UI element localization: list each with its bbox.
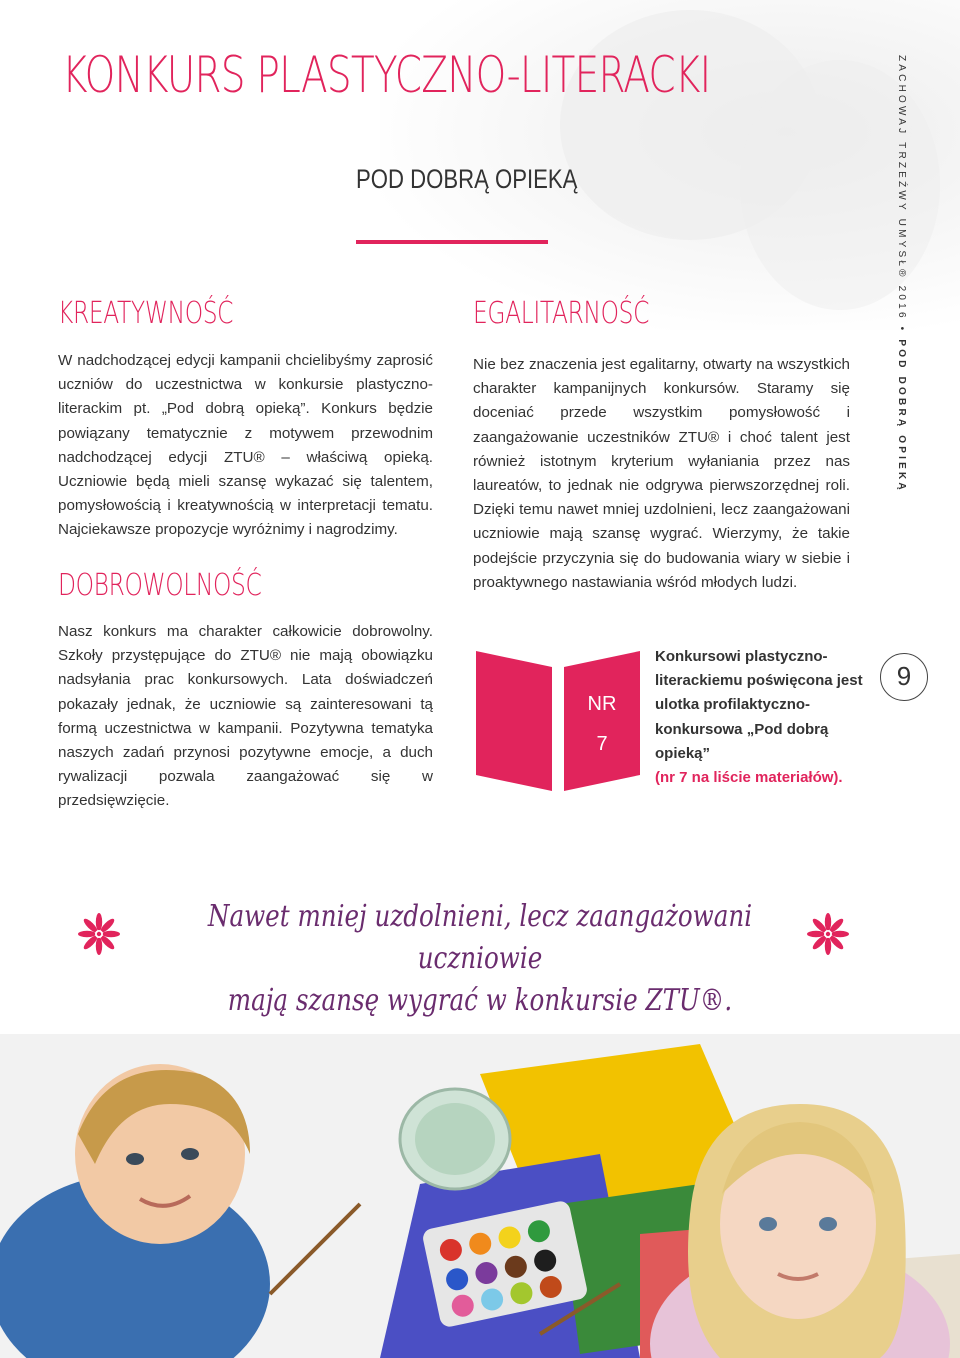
heading-egalitarnosc: EGALITARNOŚĆ [473,296,650,331]
side-caption-bold: POD DOBRĄ OPIEKĄ [896,339,907,493]
flower-ornament-icon [77,912,121,956]
children-painting-photo [0,1034,960,1358]
page-subtitle: POD DOBRĄ OPIEKĄ [356,164,578,194]
background-face-shape [740,60,940,310]
callout-highlight: (nr 7 na liście materiałów). [655,769,843,787]
subtitle-underline [356,240,548,244]
text-egalitarnosc: Nie bez znaczenia jest egalitarny, otwarty na wszystkich charakter kampanijnych konkursów. Staramy się doceniać przede wszystkim pomysłowość i zaangażowanie uczestników ZTU® i choć talent jest również istotnym kryterium wyłaniania przez nas laureatów, to jednak nie odgrywa pierwszorzędnej roli. Dzięki temu nawet mniej uzdolnieni, lecz zaangażowani uczniowie mają szansę wygrać. Wierzymy, że takie podejście przyczynia się do budowania wiary w siebie i proaktywnego nastawiania wśród młodych ludzi. [473,356,850,591]
text-dobrowolnosc: Nasz konkurs ma charakter całkowicie dobrowolny. Szkoły przystępujące do ZTU® nie mają obowiązku nadsyłania prac konkursowych. Lata doświadczeń pokazały jednak, że uczniowie są zainteresowani tą formą uczestnictwa w kampanii. Pozytywna tematyka naszych zadań przynosi pozytywne emocje, a duch rywalizacji pozwala zaangażować się w przedsięwzięcie. [58,623,433,810]
callout-main: Konkursowi plastyczno-literackiemu poświęcona jest ulotka profilaktyczno-konkursowa „Pod dobrą opieką” [655,648,863,762]
heading-kreatywnosc: KREATYWNOŚĆ [58,296,234,331]
page-number: 9 [880,653,928,701]
quote-line-1: Nawet mniej uzdolnieni, lecz zaangażowani uczniowie [207,899,753,976]
text-kreatywnosc: W nadchodzącej edycji kampanii chcielibyśmy zaprosić uczniów do uczestnictwa w konkursie plastyczno-literackim pt. „Pod dobrą opieką”. Konkurs będzie powiązany tematycznie z motywem przewodnim nadchodzącej edycji ZTU® – właściwą opieką. Uczniowie będą mieli szansę wykazać się talentem, pomysłowością i kreatywnością w interpretacji tematu. Najciekawsze propozycje wyróżnimy i nagrodzimy. [58,352,433,539]
book-nr-label: NR [587,693,617,715]
pull-quote [201,896,759,1022]
side-caption-normal: ZACHOWAJ TRZEŹWY UMYSŁ® 2016 • [896,55,907,340]
quote-line-2: mają szansę wygrać w konkursie ZTU®. [227,983,733,1018]
heading-dobrowolnosc: DOBROWOLNOŚĆ [58,568,262,603]
book-number: 7 [596,733,608,755]
flower-ornament-icon [806,912,850,956]
page-title: KONKURS PLASTYCZNO-LITERACKI [62,46,711,104]
callout-text [655,645,865,790]
book-icon [472,645,644,795]
vertical-side-caption [893,55,907,493]
